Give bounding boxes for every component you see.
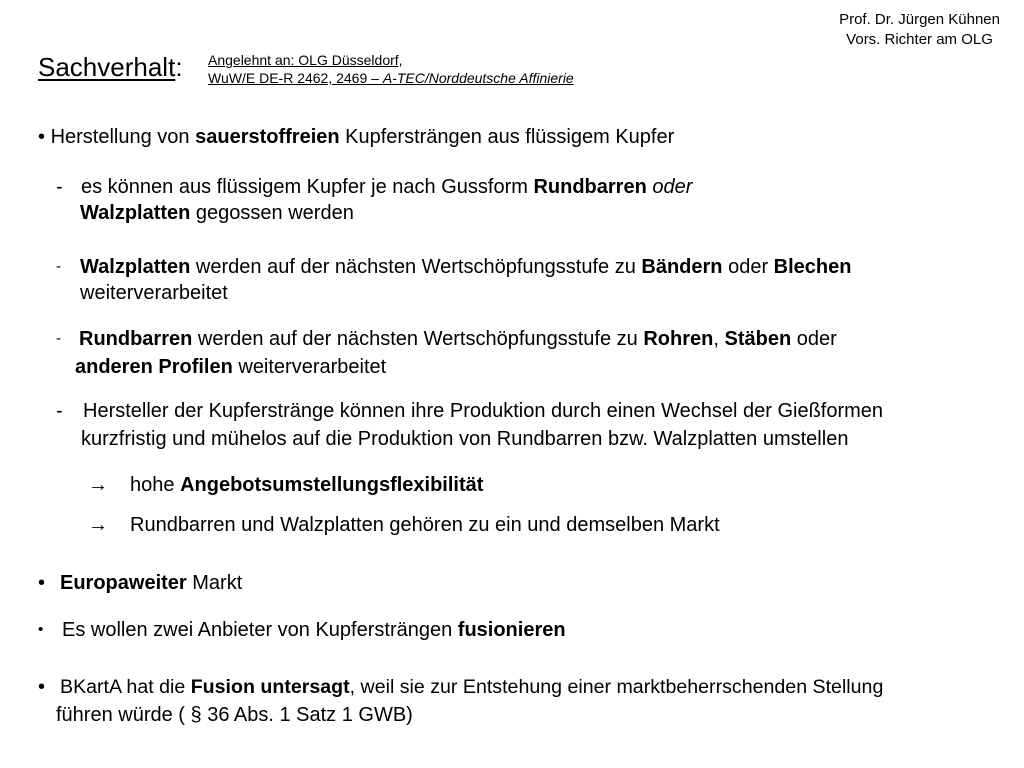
dash-item-walzplatten-line-1: Walzplatten werden auf der nächsten Wertschöpfungsstufe zu Bändern oder Blechen — [80, 256, 852, 278]
bullet-icon: • — [38, 572, 46, 594]
page-title — [38, 50, 183, 84]
source-citation: WuW/E DE-R 2462, 2469 – — [208, 70, 383, 86]
author-block — [839, 10, 1000, 50]
dash-item-walzplatten-line-2: weiterverarbeitet — [80, 282, 228, 304]
bullet-icon: • — [38, 676, 46, 698]
dash-item-switch-line-1: Hersteller der Kupferstränge können ihre Produktion durch einen Wechsel der Gießformen — [83, 400, 884, 422]
author-name: Prof. Dr. Jürgen Kühnen — [839, 11, 1000, 28]
list-item-prohibition-line-2: führen würde ( § 36 Abs. 1 Satz 1 GWB) — [56, 704, 413, 726]
source-line-1: Angelehnt an: OLG Düsseldorf, — [208, 52, 403, 68]
list-item-europe-market: Europaweiter Markt — [60, 572, 243, 594]
dash-item-casting-line-1: es können aus flüssigem Kupfer je nach Gussform Rundbarren oder — [81, 176, 693, 198]
bullet-icon: • — [38, 621, 44, 638]
dash-marker: - — [56, 400, 63, 422]
author-title: Vors. Richter am OLG — [846, 31, 993, 48]
dash-item-rundbarren-line-2: anderen Profilen weiterverarbeitet — [75, 356, 387, 378]
list-item-prohibition-line-1: BKartA hat die Fusion untersagt, weil sie zur Entstehung einer marktbeherrschenden Stellung — [60, 676, 884, 698]
title-colon: : — [175, 52, 183, 82]
dash-marker: - — [56, 258, 61, 275]
dash-marker: - — [56, 330, 61, 347]
list-item-production: • Herstellung von sauerstoffreien Kupfersträngen aus flüssigem Kupfer — [38, 126, 675, 148]
bullet-icon: • — [38, 126, 46, 148]
title-text: Sachverhalt — [38, 52, 176, 82]
dash-marker: - — [56, 176, 63, 198]
source-line-2 — [208, 70, 574, 87]
arrow-icon: → — [88, 514, 108, 536]
dash-item-rundbarren-line-1: Rundbarren werden auf der nächsten Wertschöpfungsstufe zu Rohren, Stäben oder — [79, 328, 837, 350]
source-case-name: A-TEC/Norddeutsche Affinierie — [382, 70, 574, 86]
arrow-item-flexibility: hohe Angebotsumstellungsflexibilität — [130, 474, 484, 496]
dash-item-switch-line-2: kurzfristig und mühelos auf die Produktion von Rundbarren bzw. Walzplatten umstellen — [81, 428, 849, 450]
dash-item-casting-line-2: Walzplatten gegossen werden — [80, 202, 354, 224]
arrow-item-same-market: Rundbarren und Walzplatten gehören zu ein und demselben Markt — [130, 514, 720, 536]
list-item-merger: Es wollen zwei Anbieter von Kupfersträngen fusionieren — [62, 619, 566, 641]
arrow-icon: → — [88, 474, 108, 496]
